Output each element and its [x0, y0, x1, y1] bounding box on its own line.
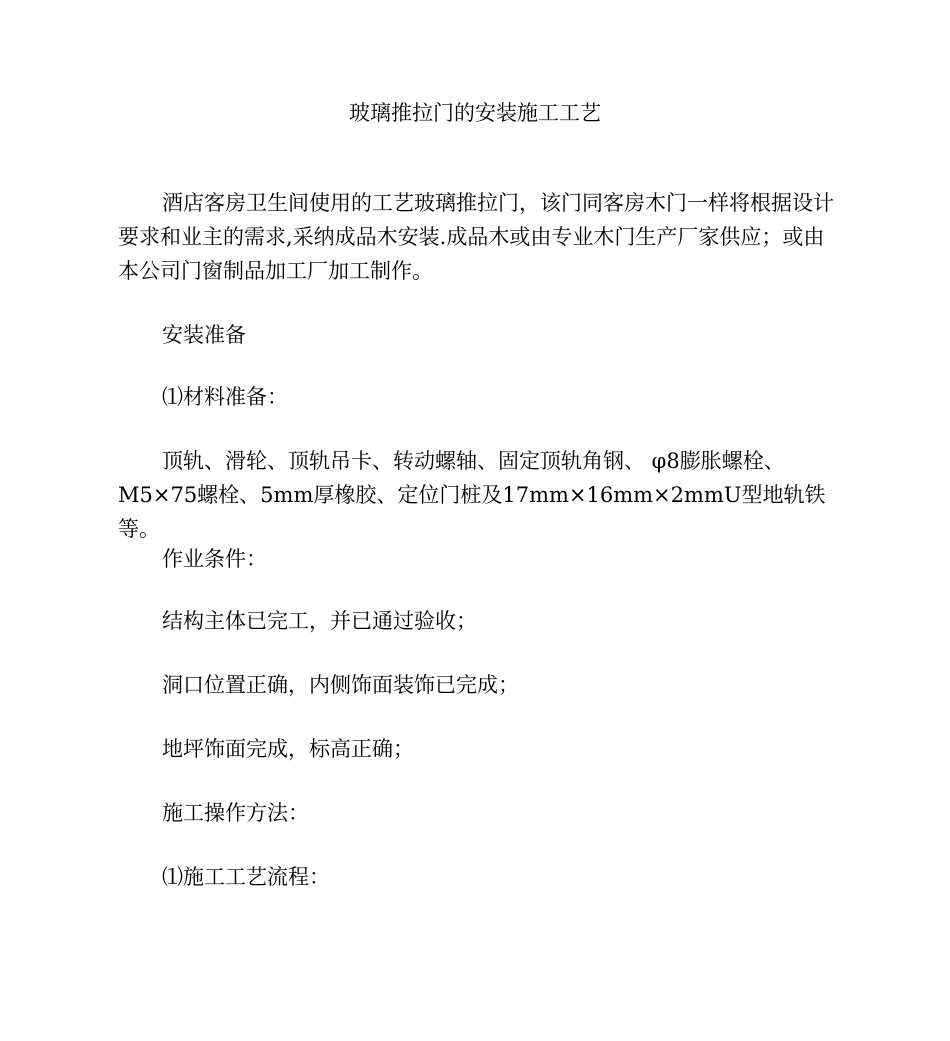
section-heading-installation-prep: 安装准备 [162, 323, 246, 347]
condition-item-structure: 结构主体已完工，并已通过验收； [162, 609, 477, 633]
construction-method-heading: 施工操作方法： [162, 801, 309, 825]
work-conditions-heading: 作业条件： [162, 547, 267, 571]
materials-list-paragraph: 顶轨、滑轮、顶轨吊卡、转动螺轴、固定顶轨角钢、 φ8膨胀螺栓、M5×75螺栓、5mm厚橡胶、定位门桩及17mm×16mm×2mmU型地轨铁等。 [118, 449, 826, 541]
document-title: 玻璃推拉门的安装施工工艺 [349, 101, 601, 125]
material-prep-heading: ⑴材料准备： [162, 385, 288, 409]
process-flow-heading: ⑴施工工艺流程： [162, 865, 330, 889]
condition-item-opening: 洞口位置正确，内侧饰面装饰已完成； [162, 673, 519, 697]
intro-paragraph: 酒店客房卫生间使用的工艺玻璃推拉门，该门同客房木门一样将根据设计要求和业主的需求,采纳成品木安装.成品木或由专业木门生产厂家供应；或由本公司门窗制品加工厂加工制作。 [118, 191, 834, 283]
condition-item-floor: 地坪饰面完成，标高正确； [162, 737, 414, 761]
